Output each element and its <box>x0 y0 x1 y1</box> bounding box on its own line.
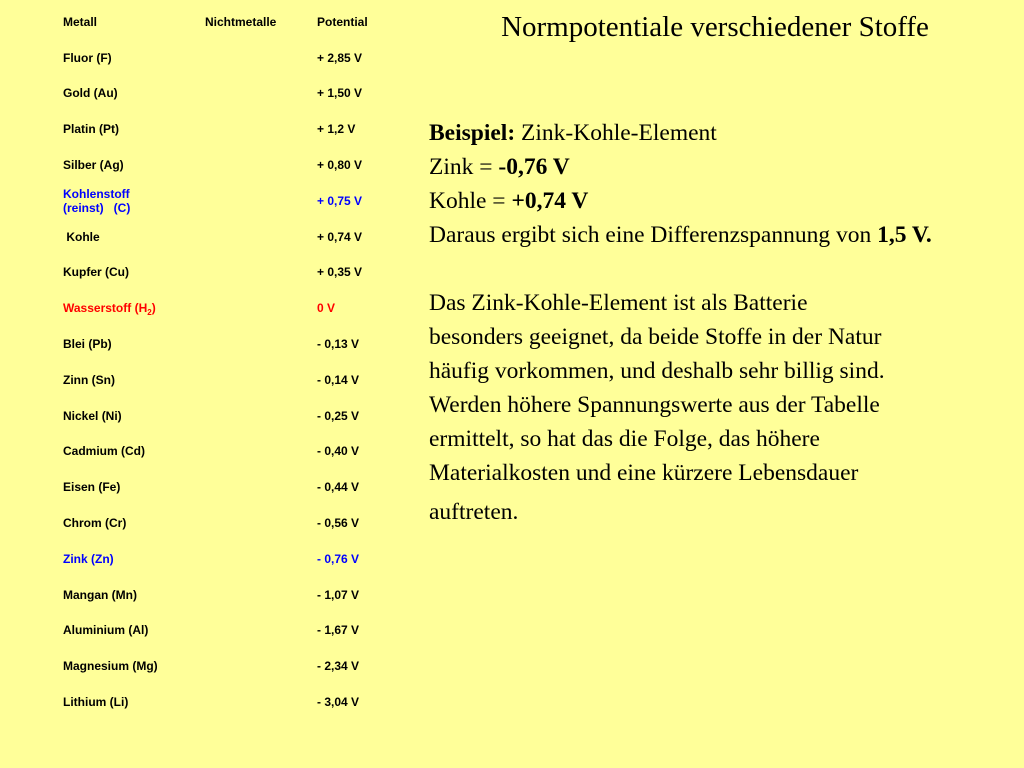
element-name: Zinn (Sn) <box>63 372 115 387</box>
difference-text: Daraus ergibt sich eine Differenzspannung von <box>429 222 878 248</box>
element-name: Magnesium (Mg) <box>63 659 158 674</box>
table-row <box>63 255 408 291</box>
element-potential: - 1,07 V <box>317 587 360 602</box>
element-potential: - 3,04 V <box>317 695 360 710</box>
element-potential: - 0,56 V <box>317 516 360 531</box>
difference-line <box>429 218 1004 252</box>
element-name-suffix: ) <box>151 301 156 316</box>
table-row <box>63 40 408 76</box>
element-potential: + 1,2 V <box>317 122 356 137</box>
example-heading <box>429 116 1004 150</box>
element-name: Kohle <box>63 229 100 244</box>
paragraph-line: Materialkosten und eine kürzere Lebensdauer <box>429 460 859 486</box>
element-name-subscript: 2 <box>147 308 152 318</box>
example-name: Zink-Kohle-Element <box>515 120 717 146</box>
element-potential: - 0,25 V <box>317 408 360 423</box>
element-potential: + 1,50 V <box>317 86 363 101</box>
element-name: Lithium (Li) <box>63 695 129 710</box>
element-name: Zink (Zn) <box>63 551 114 566</box>
example-text <box>429 116 1004 529</box>
zinc-value: -0,76 V <box>498 154 570 180</box>
element-potential: + 0,80 V <box>317 158 363 173</box>
table-row <box>63 326 408 362</box>
element-potential: - 0,14 V <box>317 372 360 387</box>
element-potential: - 0,44 V <box>317 480 360 495</box>
element-potential: + 2,85 V <box>317 50 363 65</box>
table-row <box>63 613 408 649</box>
element-name <box>63 301 213 318</box>
element-name: Fluor (F) <box>63 50 112 65</box>
paragraph-line: besonders geeignet, da beide Stoffe in der Natur <box>429 324 882 350</box>
carbon-label: Kohle = <box>429 188 512 214</box>
header-metal: Metall <box>63 14 98 29</box>
element-name: Mangan (Mn) <box>63 587 137 602</box>
element-potential: - 1,67 V <box>317 623 360 638</box>
element-name: Chrom (Cr) <box>63 516 127 531</box>
element-potential: 0 V <box>317 301 336 316</box>
element-name: Nickel (Ni) <box>63 408 122 423</box>
table-row <box>63 648 408 684</box>
paragraph-line: häufig vorkommen, und deshalb sehr billig sind. <box>429 358 885 384</box>
element-name: Silber (Ag) <box>63 158 124 173</box>
header-potential: Potential <box>317 14 368 29</box>
carbon-line <box>429 184 1004 218</box>
table-row <box>63 469 408 505</box>
example-label: Beispiel: <box>429 120 516 146</box>
element-name: Eisen (Fe) <box>63 480 121 495</box>
element-potential: - 0,40 V <box>317 444 360 459</box>
element-name: Aluminium (Al) <box>63 623 149 638</box>
element-name: Kupfer (Cu) <box>63 265 129 280</box>
element-name: Platin (Pt) <box>63 122 119 137</box>
element-potential: - 2,34 V <box>317 659 360 674</box>
table-row <box>63 684 408 720</box>
element-name-prefix: Wasserstoff (H <box>63 301 148 316</box>
element-name: Gold (Au) <box>63 86 118 101</box>
element-name-line2: (reinst) (C) <box>63 200 131 215</box>
element-name: Blei (Pb) <box>63 337 112 352</box>
table-row <box>63 362 408 398</box>
table-row <box>63 111 408 147</box>
table-row-carbon-pure <box>63 183 408 219</box>
table-row <box>63 398 408 434</box>
paragraph-line: Werden höhere Spannungswerte aus der Tabelle <box>429 392 880 418</box>
table-row <box>63 505 408 541</box>
zinc-line <box>429 150 1004 184</box>
paragraph-line: auftreten. <box>429 499 519 525</box>
paragraph-line: Das Zink-Kohle-Element ist als Batterie <box>429 290 808 316</box>
table-row-zinc <box>63 541 408 577</box>
element-name-line1: Kohlenstoff <box>63 186 130 201</box>
element-potential: + 0,75 V <box>317 193 363 208</box>
table-row-hydrogen <box>63 290 408 326</box>
difference-value: 1,5 V. <box>877 222 932 248</box>
header-nonmetal: Nichtmetalle <box>205 14 277 29</box>
table-row <box>63 434 408 470</box>
zinc-label: Zink = <box>429 154 499 180</box>
element-potential: + 0,74 V <box>317 229 363 244</box>
paragraph-spacer <box>429 252 1004 286</box>
element-name: Cadmium (Cd) <box>63 444 145 459</box>
table-row <box>63 76 408 112</box>
table-header-row <box>63 4 408 40</box>
table-row <box>63 147 408 183</box>
element-potential: - 0,13 V <box>317 337 360 352</box>
carbon-value: +0,74 V <box>511 188 589 214</box>
table-row <box>63 219 408 255</box>
potential-table <box>63 4 408 720</box>
element-potential: - 0,76 V <box>317 551 360 566</box>
paragraph-line: ermittelt, so hat das die Folge, das höhere <box>429 426 820 452</box>
element-potential: + 0,35 V <box>317 265 363 280</box>
page-title: Normpotentiale verschiedener Stoffe <box>501 11 929 43</box>
table-row <box>63 577 408 613</box>
element-name <box>63 187 213 215</box>
